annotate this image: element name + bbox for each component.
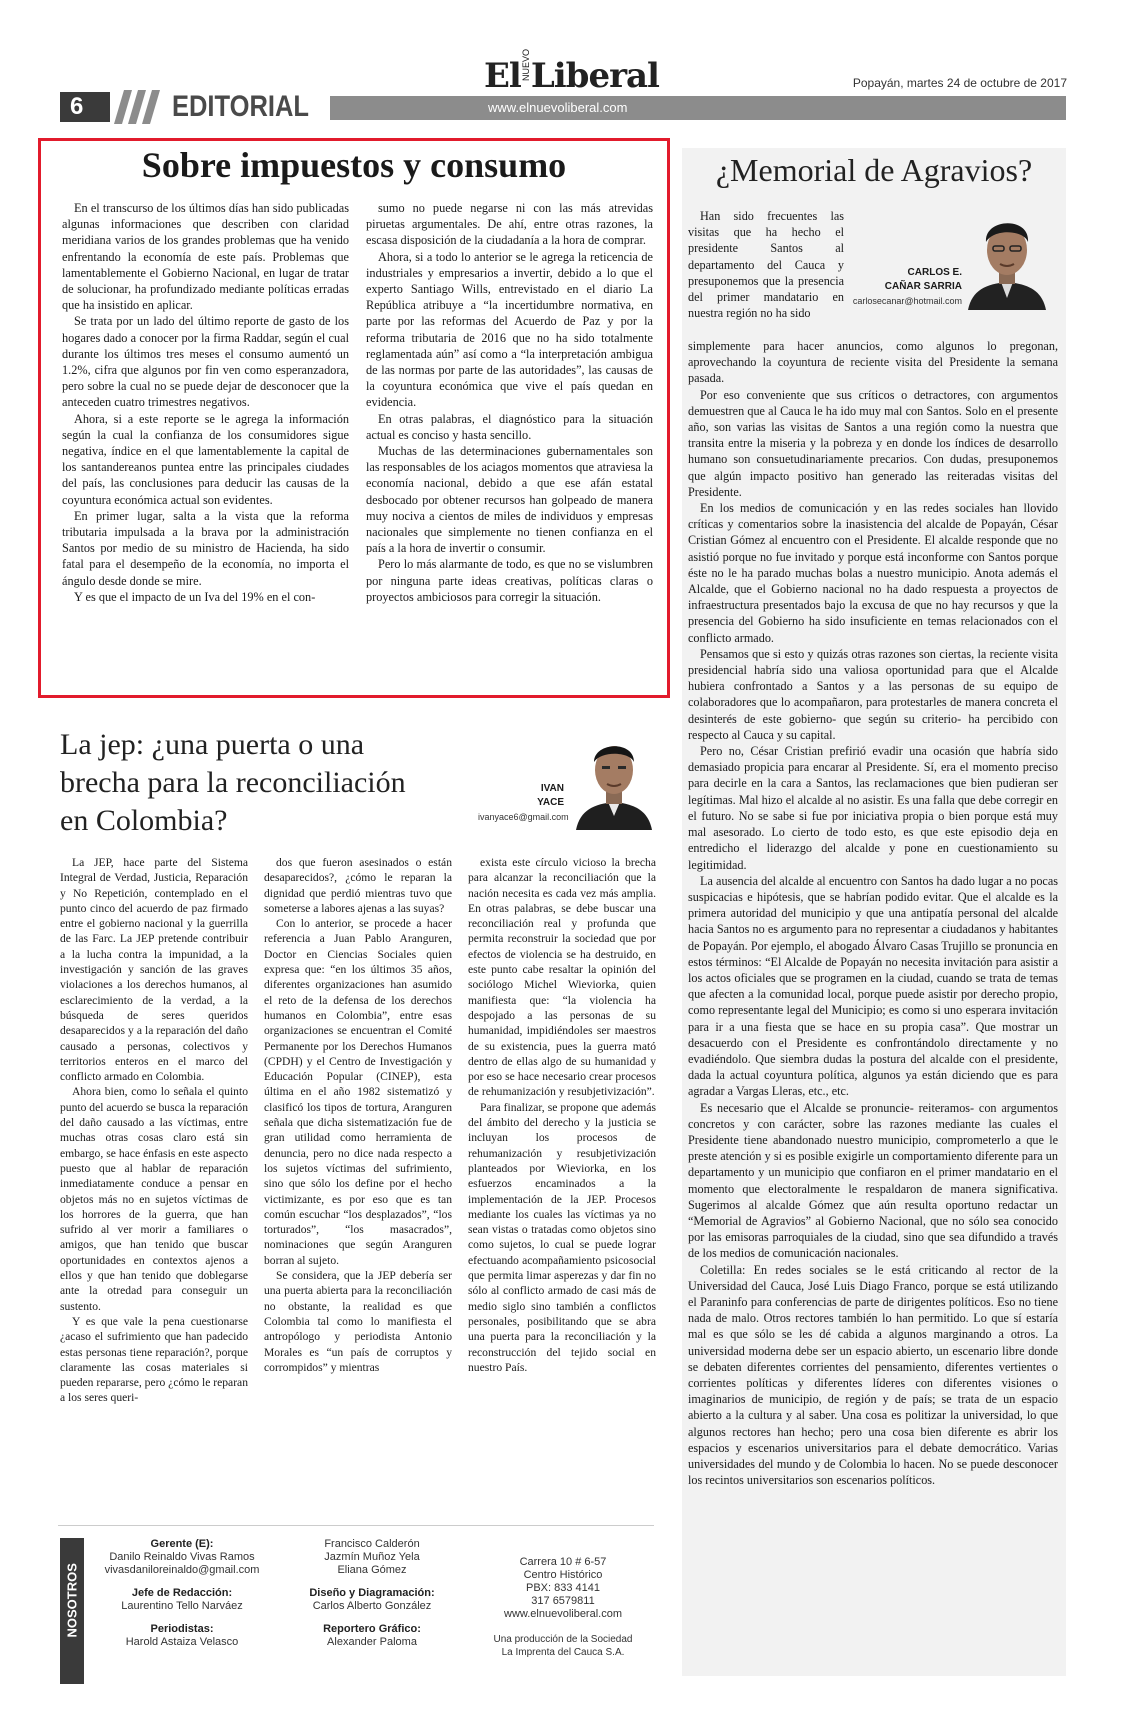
memorial-intro bbox=[688, 208, 844, 321]
paragraph: Muchas de las determinaciones gubernamentales son las responsables de los aciagos momentos que atraviesa la economía nacional, debido a que ese afán estatal desbocado por obtener recursos han golpeado de manera muy nociva a cientos de miles de individuos y empresas nacionales que simplemente no tienen confianza en el país a la hora de invertir o consumir. bbox=[366, 444, 653, 556]
paragraph: Se trata por un lado del último reporte de gasto de los hogares dado a conocer por la firma Raddar, según el cual durante los últimos tres meses el consumo aumentó un 1.2%, cifra que algunos por fin ven como esperanzadora, pero sobre la cual no se puede dejar de desconocer que la anteceden cuatro trimestres negativos. bbox=[62, 314, 349, 410]
section-title: EDITORIAL bbox=[172, 90, 309, 123]
paragraph: La ausencia del alcalde al encuentro con Santos ha dado lugar a no pocas suspicacias e hipótesis, que se habrían podido evitar. Que el alcalde es la primera autoridad del municipio y que una antipatía personal del alcalde hacia Santos no es argumento para no representar a ciudadanos y habitantes de Popayán. Por ejemplo, el abogado Álvaro Casas Trujillo se pronuncia en estos términos: “El Alcalde de Popayán no necesita invitación para asistir a los actos oficiales que se programen en la ciudad, cuando se trata de temas que afecten a la comunidad local, porque puede asistir por derecho propio, como representante legal del Municipio; es como si uno esperara invitación para ir a una fiesta que se hace en su propia casa”. Que mostrar un desacuerdo con el Presidente es confrontándolo directamente y no evadiéndolo. Que siembra dudas la postura del alcalde con el presidente, dada la actual coyuntura política, algunos ya están diciendo que es para agradar a Vargas Lleras, etc., etc. bbox=[688, 873, 1058, 1099]
paragraph: Y es que vale la pena cuestionarse ¿acaso el sufrimiento que han padecido estas personas tiene reparación?, porque claramente las cosas materiales si pueden repararse, pero ¿cómo le reparan a los seres queri- bbox=[60, 1314, 248, 1405]
newspaper-logo bbox=[484, 48, 659, 96]
paragraph: exista este círculo vicioso la brecha para alcanzar la reconciliación que la nación necesita es cada vez más amplia. En otras palabras, se debe buscar una reconciliación real y profunda que permita reconstruir la sociedad que por efectos de violencia se ha destruido, en este punto cabe resaltar la opinión del sociólogo Michel Wieviorka, quien manifiesta que: “la violencia ha despojado a las personas de su humanidad, impidiéndoles ser maestros de su existencia, pues la guerra mató dentro de ellas algo de su humanidad y por eso se hace necesario crear procesos de rehumanización y resubjetivización”. bbox=[468, 856, 656, 1099]
reportero-label: Reportero Gráfico: bbox=[323, 1623, 421, 1635]
nosotros-label: NOSOTROS bbox=[64, 1563, 80, 1638]
editorial-column-1 bbox=[62, 200, 349, 605]
diseno-name: Carlos Alberto González bbox=[312, 1600, 432, 1612]
paragraph: Con lo anterior, se procede a hacer referencia a Juan Pablo Aranguren, Doctor en Ciencias Sociales quien expresa que: “en los últimos 35 años, diferentes organizaciones han asumido el reto de la defensa de los derechos humanos en Colombia”, entre esas organizaciones se encuentran el Comité Permanente por los Derechos Humanos (CPDH) y el Centro de Investigación y Educación Popular (CINEP), esta última en el año 1982 sistematizó y clasificó los tipos de tortura, Aranguren señala que dicha sistematización fue de gran utilidad como herramienta de denuncia, pero no dice nada respecto a los sujetos víctimas del sufrimiento, sino que sólo los define por el hecho victimizante, es por eso que es tan común escuchar “los desplazados”, “los torturados”, “los masacrados”, nominaciones que según Aranguren borran al sujeto. bbox=[264, 917, 452, 1267]
editorial-title: Sobre impuestos y consumo bbox=[141, 145, 567, 185]
production-line: Una producción de la Sociedad bbox=[493, 1634, 633, 1645]
footer-staff bbox=[292, 1538, 452, 1649]
paragraph: Ahora, si a este reporte se le agrega la información según la cual la confianza de los consumidores sigue negativa, índice en el que lamentablemente la capital de los santandereanos puntea entre las principales ciudades del país, las conclusiones para deducir las causas de la coyuntura económica actual son evidentes. bbox=[62, 411, 349, 507]
paragraph: Para finalizar, se propone que además del ámbito del derecho y la justicia se incluyan los procesos de rehumanización y resubjetivización planteados por Wieviorka, en los esfuerzos encaminados a la implementación de la JEP. Procesos mediante los cuales las víctimas ya no sean vistas o tratadas como objetos sino como sujetos, lo cual se puede lograr efectuando acompañamiento psicosocial que permita limar asperezas y dar fin no sólo al conflicto armado de casi más de medio siglo sino también a conflictos personales, posibilitando que se abra una puerta para la reconciliación y la reconstrucción del tejido social en nuestro País. bbox=[468, 1100, 656, 1374]
address-line: Centro Histórico bbox=[523, 1569, 603, 1581]
paragraph: Se considera, que la JEP debería ser una puerta abierta para la reconciliación no obstante, la realidad es que Colombia tal como lo manifiesta el antropólogo y periodista Antonio Morales es “un país de corruptos y corrompidos” y mientras bbox=[264, 1269, 452, 1374]
paragraph: En primer lugar, salta a la vista que la reforma tributaria impulsada a la brava por la administración Santos por medio de su ministro de Hacienda, ha sido fatal para el desempeño de la economía, no importa el ángulo desde donde se mire. bbox=[62, 508, 349, 588]
jefe-name: Laurentino Tello Narváez bbox=[121, 1600, 243, 1612]
production-line: La Imprenta del Cauca S.A. bbox=[501, 1647, 625, 1658]
paragraph: Ahora bien, como lo señala el quinto punto del acuerdo se busca la reparación del daño causado a las víctimas, entre muchas otras cosas claro está sin embargo, se hace énfasis en este aspecto puesto que al hablar de reparación inmediatamente conduce a pensar en objetos más no en sujetos víctimas de los horrores de la guerra, que han sufrido al ver morir a familiares o amigos, que han tenido que buscar oportunidades en contextos ajenos a ellos y que han tenido que doblegarse ante la otredad para conseguir un sustento. bbox=[60, 1085, 248, 1313]
jep-column-2 bbox=[264, 855, 452, 1375]
site-url[interactable]: www.elnuevoliberal.com bbox=[488, 100, 628, 115]
phone-line: PBX: 833 4141 bbox=[525, 1582, 600, 1594]
paragraph: simplemente para hacer anuncios, como algunos lo pregonan, aprovechando la coyuntura de reciente visita del Presidente la semana pasada. bbox=[688, 339, 1058, 386]
paragraph: Han sido frecuentes las visitas que ha hecho el presidente Santos al departamento del Cauca y presuponemos que la presencia del primer mandatario en nuestra región no ha sido bbox=[688, 209, 844, 321]
editorial-column-2 bbox=[366, 200, 653, 605]
memorial-author-email[interactable]: carlosecanar@hotmail.com bbox=[852, 296, 962, 306]
paragraph: Ahora, si a todo lo anterior se le agrega la reticencia de industriales y empresarios a invertir, debido a lo que el experto Santiago Wills, entrevistado en el diario La República atribuye a “la incertidumbre normativa, en parte por las reformas del Acuerdo de Paz y por la reforma tributaria de 2016 que no ha sido totalmente reglamentada aún” así como a “la interpretación ambigua de las normas por parte de las autoridades”, las causas de la coyuntura económica que vive el país quedan en evidencia. bbox=[366, 249, 653, 410]
paragraph: Pensamos que si esto y quizás otras razones son ciertas, la reciente visita presidencial habría sido una valiosa oportunidad para que el Alcalde hubiera confrontado a Santos y a las personas de su equipo de colaboradores que lo acompañaron, para protestarles de manera concreta el desinterés de este gobierno- que según su criterio- ha percibido con respecto al Cauca y su capital. bbox=[688, 646, 1058, 742]
footer-management bbox=[96, 1538, 268, 1649]
staff-name: Francisco Calderón bbox=[324, 1538, 420, 1550]
paragraph: La JEP, hace parte del Sistema Integral de Verdad, Justicia, Reparación y No Repetición, contemplado en el punto cinco del acuerdo de paz firmado entre el gobierno nacional y la guerrilla de las Farc. La JEP pretende contribuir a la lucha contra la impunidad, a la investigación y sanción de las graves violaciones a los derechos humanos, al esclarecimiento de la verdad, a la búsqueda de seres queridos desaparecidos y a la reparación del daño causado a personas, colectivos y territorios enteros en el marco del conflicto armado en Colombia. bbox=[60, 856, 248, 1084]
periodistas-label: Periodistas: bbox=[150, 1623, 214, 1635]
paragraph: Pero no, César Cristian prefirió evadir una ocasión que habría sido demasiado propicia para encarar al Presidente. Sí, era el momento preciso para decirle en la cara a Santos, las reclamaciones que bien pudieran ser legítimas. Mal hizo el alcalde al no asistir. Es una falla que debe corregir en el futuro. No se sabe si fue por iniciativa propia o bien porque está muy mal asesorado. Lo cierto de todo esto, es que este episodio deja en entredicho el liderazgo del alcalde y pone en cuestionamiento su legitimidad. bbox=[688, 744, 1058, 872]
paragraph: Coletilla: En redes sociales se le está criticando al rector de la Universidad del Cauca, José Luis Diago Franco, porque se está utilizando el Paraninfo para conferencias de parte de dirigentes políticos. Eso no tiene nada de malo. Otros rectores también lo han permitido. Lo que sí estaría mal es que sólo se les dé cabida a algunos marginando a otros. La universidad moderna debe ser un espacio abierto, un escenario libre donde se debaten diferentes corrientes del pensamiento, diferentes vertientes o corrientes políticas y diferentes líderes con diferentes visiones o imaginarios de municipio, de región y de país; se trata de un espacio abierto a la cultura y al saber. Una cosa es politizar la universidad, lo que algunos rectores han hecho; pero una cosa bien diferente es abrir los espacios y escenarios universitarios para el debate democrático. Varias universidades del mundo y de Colombia lo hacen. No se puede desconocer los recintos universitarios son escenarios políticos. bbox=[688, 1262, 1058, 1488]
paragraph: Pero lo más alarmante de todo, es que no se vislumbren por ninguna parte ideas creativas, políticas claras o proyectos ambiciosos para corregir la situación. bbox=[366, 557, 653, 604]
author-photo-carlos bbox=[966, 206, 1048, 310]
paragraph: dos que fueron asesinados o están desaparecidos?, ¿cómo le reparan la dignidad que perdió mientras tuvo que someterse a labores ajenas a las suyas? bbox=[264, 856, 452, 915]
author-first-name: CARLOS E. bbox=[907, 267, 962, 278]
paragraph: En el transcurso de los últimos días han sido publicadas algunas informaciones que describen con claridad meridiana varios de los grandes problemas que ha venido enfrentando la economía de este país. Problemas que lamentablemente el Gobierno Nacional, en lugar de tratar de solucionar, ha profundizado mediante políticas erradas que ha insistido en aplicar. bbox=[62, 201, 349, 313]
author-last-name: YACE bbox=[537, 797, 564, 808]
website-link[interactable]: www.elnuevoliberal.com bbox=[504, 1608, 622, 1620]
jep-column-1 bbox=[60, 855, 248, 1406]
memorial-title: ¿Memorial de Agravios? bbox=[715, 152, 1033, 188]
jep-title-line: brecha para la reconciliación bbox=[60, 766, 406, 799]
paragraph: En los medios de comunicación y en las redes sociales han llovido críticas y comentarios sobre la inasistencia del alcalde de Popayán, César Cristian Gómez al encuentro con el Presidente. El alcalde responde que no asistió porque no fue invitado y porque está inconforme con Santos porque éste no le ha parado muchas bolas a nuestro municipio. Anota además el Alcalde, que el Gobierno nacional no ha dado respuesta a proyectos de infraestructura presentados bajo la excusa de que no hay recursos y que la presencia del Gobierno ha sido insuficiente en temas relacionados con el conflicto armado. bbox=[688, 501, 1058, 645]
author-photo-ivan bbox=[572, 728, 656, 830]
periodistas-name: Harold Astaiza Velasco bbox=[125, 1636, 239, 1648]
phone-line: 317 6579811 bbox=[531, 1595, 595, 1607]
jep-column-3 bbox=[468, 855, 656, 1375]
jep-author-email[interactable]: ivanyace6@gmail.com bbox=[478, 812, 569, 822]
paragraph: sumo no puede negarse ni con las más atrevidas piruetas argumentales. De ahí, entre otras razones, la escasa disposición de la ciudadanía a la hora de comprar. bbox=[366, 201, 653, 248]
jep-title-line: La jep: ¿una puerta o una bbox=[60, 728, 365, 761]
diseno-label: Diseño y Diagramación: bbox=[309, 1587, 435, 1599]
issue-date: Popayán, martes 24 de octubre de 2017 bbox=[852, 76, 1067, 90]
jep-author bbox=[500, 782, 564, 810]
reportero-name: Alexander Paloma bbox=[327, 1636, 417, 1648]
stripes-decoration-icon bbox=[110, 90, 165, 124]
gerente-label: Gerente (E): bbox=[150, 1538, 214, 1550]
page-number: 6 bbox=[60, 92, 110, 122]
jep-title-line: en Colombia? bbox=[60, 804, 228, 837]
address-line: Carrera 10 # 6-57 bbox=[519, 1556, 607, 1568]
staff-name: Eliana Gómez bbox=[337, 1564, 407, 1576]
gerente-email[interactable]: vivasdaniloreinaldo@gmail.com bbox=[104, 1564, 260, 1576]
staff-name: Jazmín Muñoz Yela bbox=[324, 1551, 420, 1563]
author-last-name: CAÑAR SARRIA bbox=[884, 281, 962, 292]
jep-title bbox=[60, 726, 500, 840]
url-bar bbox=[330, 96, 1066, 120]
footer-divider bbox=[58, 1525, 654, 1526]
gerente-name: Danilo Reinaldo Vivas Ramos bbox=[109, 1551, 255, 1563]
memorial-body bbox=[688, 338, 1058, 1488]
memorial-author bbox=[856, 266, 962, 294]
jefe-label: Jefe de Redacción: bbox=[131, 1587, 233, 1599]
logo-el: El bbox=[484, 56, 521, 96]
paragraph: Por eso conveniente que sus críticos o detractores, con argumentos demuestren que al Cauca le ha ido muy mal con Santos. Solo en el presente año, son varias las visitas de Santos a una región como la nuestra que transita entre la miseria y la pobreza y en donde los índices de desarrollo humano son consuetudinariamente precarios. Con dudas, presuponemos que algún impacto positivo han generado las reiteradas visitas del Presidente. bbox=[688, 387, 1058, 499]
logo-liberal: Liberal bbox=[530, 56, 659, 96]
paragraph: Es necesario que el Alcalde se pronuncie- reiteramos- con argumentos concretos y con carácter, sobre las razones mediante las cuales el Presidente tiene abandonado nuestro municipio, comprometerlo a que le preste atención y si es posible exigirle un comportamiento diferente para un departamento y un municipio que confiaron en el primer mandatario en el momento que electoralmente le respaldaron de manera significativa. Sugerimos al alcalde Gómez que aún resulta oportuno redactar un “Memorial de Agravios” al Gobierno Nacional, que no sólo sea conocido por las emisoras parroquiales de la ciudad, sino que sea difundido a través de los medios de comunicación nacionales. bbox=[688, 1100, 1058, 1261]
logo-nuevo: NUEVO bbox=[520, 48, 531, 81]
author-first-name: IVAN bbox=[540, 783, 564, 794]
footer-address bbox=[488, 1556, 638, 1659]
paragraph: Y es que el impacto de un Iva del 19% en el con- bbox=[74, 589, 316, 604]
paragraph: En otras palabras, el diagnóstico para la situación actual es conciso y hasta sencillo. bbox=[366, 411, 653, 442]
